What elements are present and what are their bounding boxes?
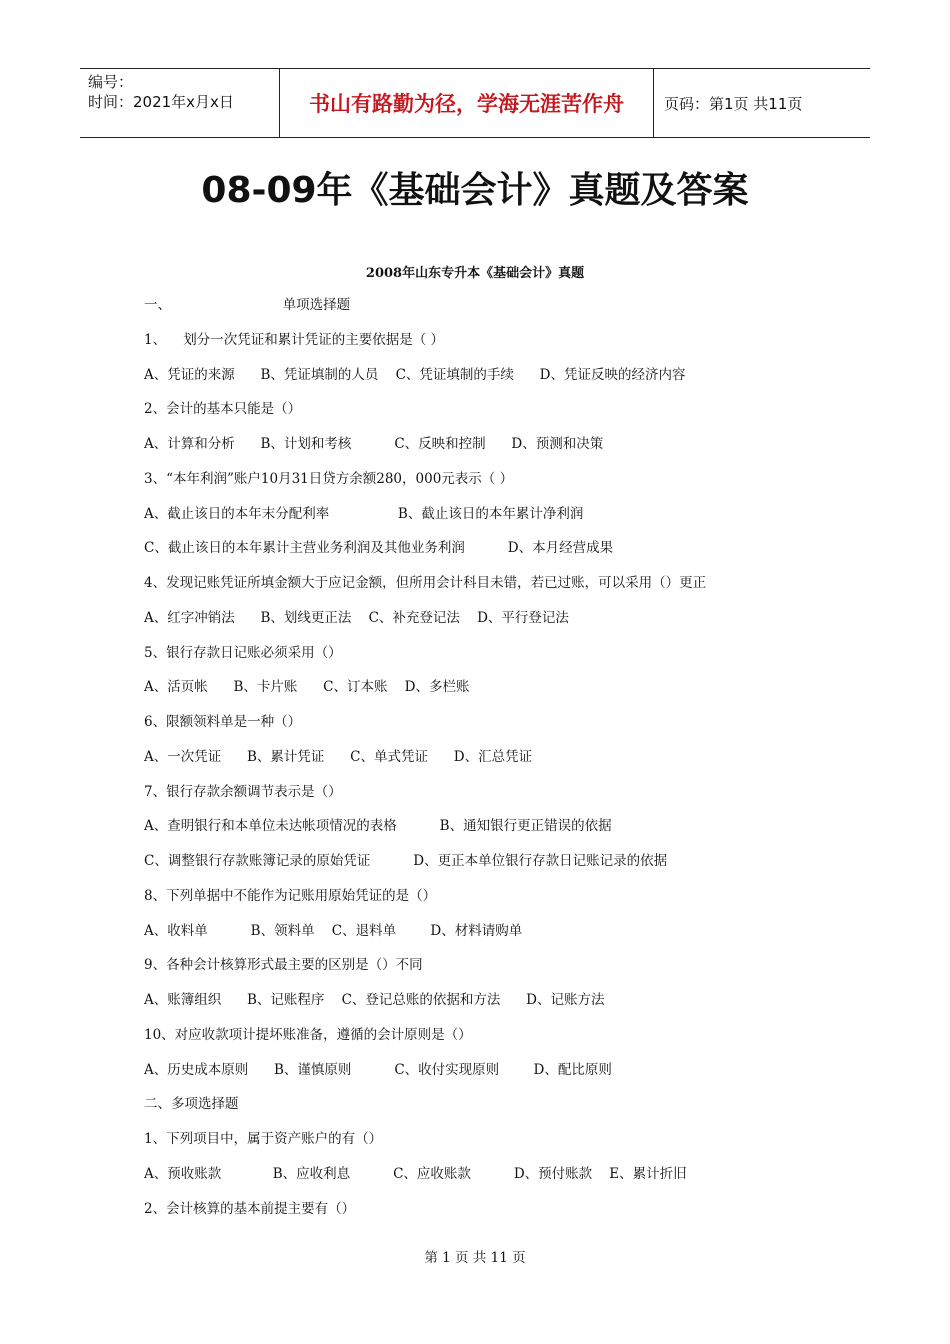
question-line: 4、发现记账凭证所填金额大于应记金额，但所用会计科目未错，若已过账，可以采用（）更正 [144, 575, 707, 591]
document-subtitle: 2008年山东专升本《基础会计》真题 [365, 266, 585, 281]
document-number-label: 编号： [88, 73, 134, 91]
question-line: A、凭证的来源 B、凭证填制的人员 C、凭证填制的手续 D、凭证反映的经济内容 [144, 366, 686, 383]
question-line: 5、银行存款日记账必须采用（） [144, 644, 342, 661]
question-line: A、账簿组织 B、记账程序 C、登记总账的依据和方法 D、记账方法 [144, 992, 605, 1008]
header-motto: 书山有路勤为径，学海无涯苦作舟 [280, 69, 654, 137]
question-line: A、查明银行和本单位未达帐项情况的表格 B、通知银行更正错误的依据 [144, 818, 612, 835]
page-footer: 第 1 页 共 11 页 [424, 1250, 526, 1266]
header-meta [80, 69, 280, 137]
document-title: 08-09年《基础会计》真题及答案 [201, 170, 749, 211]
question-line: 1、 划分一次凭证和累计凭证的主要依据是（ ） [144, 331, 445, 348]
question-line: 6、限额领料单是一种（） [144, 714, 302, 730]
question-line: A、一次凭证 B、累计凭证 C、单式凭证 D、汇总凭证 [144, 748, 533, 765]
page-header [80, 68, 870, 138]
question-line: A、活页帐 B、卡片账 C、订本账 D、多栏账 [144, 679, 470, 696]
header-page-info: 页码：第1页 共11页 [664, 94, 803, 113]
document-time: 时间：2021年x月x日 [88, 93, 234, 111]
question-line: 2、会计核算的基本前提主要有（） [144, 1200, 356, 1217]
question-line: A、预收账款 B、应收利息 C、应收账款 D、预付账款 E、累计折旧 [144, 1165, 687, 1182]
question-line: A、历史成本原则 B、谨慎原则 C、收付实现原则 D、配比原则 [144, 1061, 612, 1078]
question-line: 二、多项选择题 [144, 1096, 239, 1113]
question-line: 2、会计的基本只能是（） [144, 401, 302, 418]
question-line: 10、对应收款项计提坏账准备，遵循的会计原则是（） [144, 1026, 472, 1043]
question-line: 1、下列项目中，属于资产账户的有（） [144, 1131, 383, 1147]
question-line: A、计算和分析 B、计划和考核 C、反映和控制 D、预测和决策 [144, 436, 604, 452]
question-line: 一、 单项选择题 [144, 297, 351, 313]
question-line: A、收料单 B、领料单 C、退料单 D、材料请购单 [144, 922, 523, 939]
question-line: A、截止该日的本年末分配利率 B、截止该日的本年累计净利润 [144, 505, 584, 522]
question-line: C、截止该日的本年累计主营业务利润及其他业务利润 D、本月经营成果 [144, 540, 614, 557]
question-line: 3、“本年利润”账户10月31日贷方余额280，000元表示（ ） [144, 470, 514, 487]
question-line: C、调整银行存款账簿记录的原始凭证 D、更正本单位银行存款日记账记录的依据 [144, 853, 668, 869]
question-line: A、红字冲销法 B、划线更正法 C、补充登记法 D、平行登记法 [144, 609, 569, 626]
question-list [144, 292, 844, 1230]
question-line: 9、各种会计核算形式最主要的区别是（）不同 [144, 957, 423, 974]
question-line: 8、下列单据中不能作为记账用原始凭证的是（） [144, 887, 437, 904]
question-line: 7、银行存款余额调节表示是（） [144, 783, 342, 800]
